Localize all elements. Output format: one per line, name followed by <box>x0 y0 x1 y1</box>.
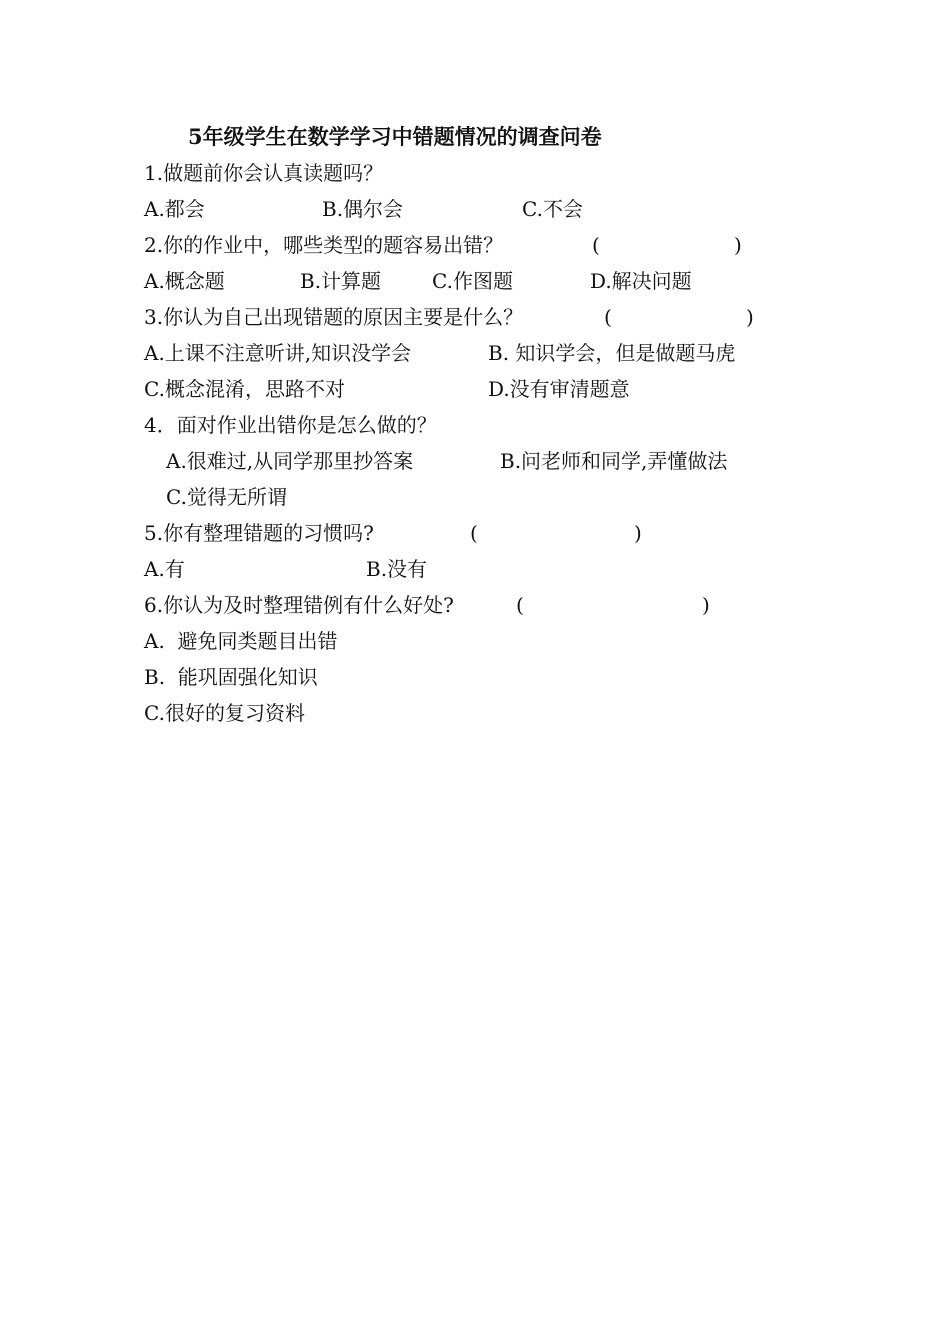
q1-option-b: B.偶尔会 <box>322 197 404 221</box>
question-1-text: 1.做题前你会认真读题吗？ <box>144 161 384 185</box>
q3-answer-paren-open: ( <box>604 305 612 329</box>
question-2-text: 2.你的作业中，哪些类型的题容易出错？ <box>144 233 504 257</box>
q5-answer-paren-close: ) <box>634 521 642 545</box>
q5-option-a: A.有 <box>144 557 185 581</box>
q3-option-c: C.概念混淆，思路不对 <box>144 377 345 401</box>
q2-option-b: B.计算题 <box>300 269 382 293</box>
q6-answer-paren-open: ( <box>516 593 524 617</box>
q1-option-a: A.都会 <box>144 197 205 221</box>
q2-answer-paren-close: ) <box>734 233 742 257</box>
q3-option-a: A.上课不注意听讲,知识没学会 <box>144 341 412 365</box>
question-3-text: 3.你认为自己出现错题的原因主要是什么？ <box>144 305 524 329</box>
page-title: 5年级学生在数学学习中错题情况的调查问卷 <box>188 124 602 149</box>
q6-option-a: A. 避免同类题目出错 <box>144 629 338 653</box>
q5-answer-paren-open: ( <box>470 521 478 545</box>
q2-option-c: C.作图题 <box>432 269 513 293</box>
q2-answer-paren-open: ( <box>592 233 600 257</box>
q3-option-d: D.没有审清题意 <box>488 377 630 401</box>
question-5-text: 5.你有整理错题的习惯吗? <box>144 521 374 545</box>
q4-option-a: A.很难过,从同学那里抄答案 <box>166 449 414 473</box>
q4-option-b: B.问老师和同学,弄懂做法 <box>500 449 728 473</box>
q5-option-b: B.没有 <box>366 557 428 581</box>
q3-option-b: B. 知识学会，但是做题马虎 <box>488 341 736 365</box>
question-6-text: 6.你认为及时整理错例有什么好处? <box>144 593 454 617</box>
q1-option-c: C.不会 <box>522 197 583 221</box>
q2-option-d: D.解决问题 <box>590 269 692 293</box>
q6-option-b: B. 能巩固强化知识 <box>144 665 318 689</box>
question-4-text: 4．面对作业出错你是怎么做的？ <box>144 413 437 437</box>
q6-option-c: C.很好的复习资料 <box>144 701 305 725</box>
q3-answer-paren-close: ) <box>746 305 754 329</box>
q4-option-c: C.觉得无所谓 <box>166 485 287 509</box>
q2-option-a: A.概念题 <box>144 269 225 293</box>
q6-answer-paren-close: ) <box>702 593 710 617</box>
